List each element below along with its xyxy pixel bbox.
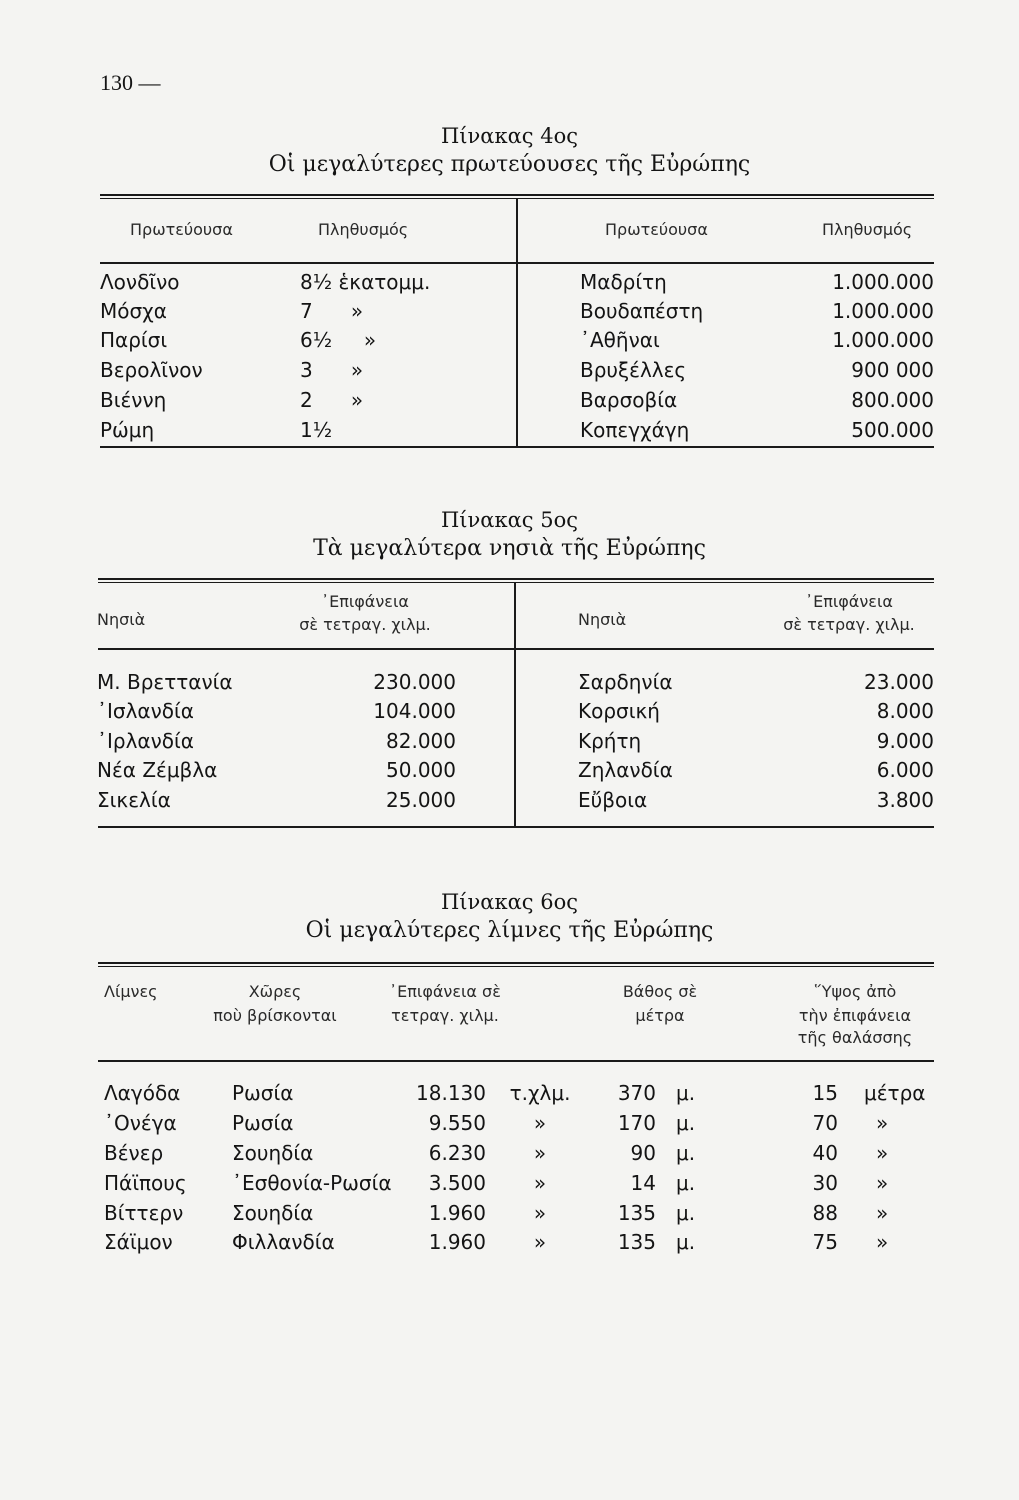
table4-right-pop: 1.000.000 (832, 270, 934, 294)
table4-left-city: Μόσχα (100, 299, 167, 323)
table5-top-rule (98, 578, 934, 580)
table4-left-city: Παρίσι (100, 328, 168, 352)
table4-title: Πίνακας 4ος (440, 124, 578, 148)
table6-country: Σουηδία (232, 1201, 314, 1225)
table6-subtitle: Οἱ μεγαλύτερες λίμνες τῆς Εὐρώπης (305, 918, 714, 943)
table5-right-name: Κορσική (578, 699, 660, 723)
table6-header-area-line1: ᾽Επιφάνεια σὲ (389, 982, 501, 1001)
table5-left-name: Νέα Ζέμβλα (97, 758, 218, 782)
table6-lake: Βίττερν (104, 1201, 184, 1225)
table6-header-countries-line2: ποὺ βρίσκονται (213, 1006, 337, 1025)
table6-depth: 14 (630, 1171, 656, 1195)
table4-left-pop: 3 » (300, 358, 364, 382)
table5-right-name: Κρήτη (578, 729, 642, 753)
table6-depth-unit: μ. (676, 1230, 696, 1254)
table6-depth: 170 (617, 1111, 656, 1135)
table5-left-area: 82.000 (386, 729, 456, 753)
table6-depth-unit: μ. (676, 1081, 696, 1105)
table6-area-unit: » (533, 1141, 547, 1165)
table4-right-city: ᾽Αθῆναι (580, 328, 660, 352)
table6-altitude: 88 (812, 1201, 838, 1225)
table4-header-population-2: Πληθυσμός (822, 220, 913, 239)
table4-top-rule (100, 194, 934, 196)
table6-altitude-unit: » (876, 1111, 889, 1135)
table6-lake: Βένερ (104, 1141, 164, 1165)
table4-divider (516, 198, 518, 448)
table4-left-city: Λονδῖνο (100, 270, 180, 294)
table4-right-city: Βουδαπέστη (580, 299, 704, 323)
table6-area-unit: » (533, 1111, 547, 1135)
table6-header-lakes: Λίμνες (104, 982, 158, 1001)
table5-bottom-rule (98, 826, 934, 828)
table6-country: Φιλλανδία (232, 1230, 335, 1254)
table6-altitude-unit: » (876, 1230, 889, 1254)
table5-header-area-2-line1: ᾽Επιφάνεια (805, 592, 893, 611)
table6-area-unit: » (533, 1171, 547, 1195)
table4-right-pop: 500.000 (851, 418, 934, 442)
table6-area: 9.550 (428, 1111, 486, 1135)
table6-country: ᾽Εσθονία-Ρωσία (232, 1171, 392, 1195)
table5-top-rule-thin (98, 582, 934, 583)
table5-subtitle: Τὰ μεγαλύτερα νησιὰ τῆς Εὐρώπης (313, 536, 706, 561)
table6-top-rule-thin (98, 966, 934, 967)
table5-right-area: 6.000 (876, 758, 934, 782)
table6-lake: Σάϊμον (104, 1230, 173, 1254)
table6-altitude: 75 (812, 1230, 838, 1254)
table4-left-pop: 1½ (300, 418, 333, 442)
table6-altitude-unit: » (876, 1201, 889, 1225)
table6-depth-unit: μ. (676, 1141, 696, 1165)
table6-depth: 135 (617, 1230, 656, 1254)
table6-lake: ᾽Ονέγα (104, 1111, 177, 1135)
table5-right-area: 8.000 (876, 699, 934, 723)
table6-depth: 135 (617, 1201, 656, 1225)
table4-bottom-rule (100, 446, 934, 448)
table4-right-city: Βαρσοβία (580, 388, 678, 412)
table4-right-pop: 1.000.000 (832, 299, 934, 323)
table6-header-depth-line2: μέτρα (635, 1006, 685, 1025)
table5-left-area: 230.000 (373, 670, 456, 694)
table6-area: 1.960 (428, 1201, 486, 1225)
table5-right-name: Ζηλανδία (578, 758, 673, 782)
table6-area: 3.500 (428, 1171, 486, 1195)
table4-subtitle: Οἱ μεγαλύτερες πρωτεύουσες τῆς Εὐρώπης (268, 152, 751, 177)
table6-altitude: 15 (812, 1081, 838, 1105)
table4-right-pop: 900 000 (851, 358, 934, 382)
table5-right-area: 3.800 (876, 788, 934, 812)
table4-left-city: Βιέννη (100, 388, 167, 412)
table6-altitude-unit: μέτρα (864, 1081, 926, 1105)
table4-left-pop: 8½ ἑκατομμ. (300, 270, 431, 294)
table6-depth: 370 (617, 1081, 656, 1105)
table5-left-area: 104.000 (373, 699, 456, 723)
table4-left-pop: 7 » (300, 299, 364, 323)
table4-left-city: Βερολῖνον (100, 358, 203, 382)
table5-left-area: 25.000 (386, 788, 456, 812)
table5-left-name: Μ. Βρεττανία (97, 670, 233, 694)
table6-header-depth-line1: Βάθος σὲ (622, 982, 698, 1001)
table6-country: Ρωσία (232, 1111, 294, 1135)
table6-header-altitude-line1: ῞Υψος ἀπὸ (813, 982, 897, 1001)
table6-top-rule (98, 962, 934, 964)
table5-right-name: Σαρδηνία (578, 670, 673, 694)
table6-depth: 90 (630, 1141, 656, 1165)
table5-right-area: 9.000 (876, 729, 934, 753)
table5-left-name: Σικελία (97, 788, 171, 812)
table4-header-capital: Πρωτεύουσα (130, 220, 233, 239)
table5-header-area-2-line2: σὲ τετραγ. χιλμ. (783, 615, 915, 634)
table5-header-rule (98, 648, 934, 650)
table4-left-city: Ρώμη (100, 418, 155, 442)
table6-header-altitude-line2: τὴν ἐπιφάνεια (798, 1006, 912, 1025)
table6-area: 18.130 (416, 1081, 486, 1105)
table6-altitude-unit: » (876, 1171, 889, 1195)
table6-altitude: 30 (812, 1171, 838, 1195)
table4-right-pop: 1.000.000 (832, 328, 934, 352)
table5-header-area-line1: ᾽Επιφάνεια (321, 592, 409, 611)
table5-right-name: Εὔβοια (578, 788, 648, 812)
table6-country: Ρωσία (232, 1081, 294, 1105)
table5-header-island: Νησιὰ (97, 610, 146, 629)
table6-lake: Λαγόδα (104, 1081, 181, 1105)
table5-title: Πίνακας 5ος (440, 508, 578, 532)
table6-area-unit: » (533, 1230, 547, 1254)
table6-altitude-unit: » (876, 1141, 889, 1165)
table5-left-area: 50.000 (386, 758, 456, 782)
table4-left-pop: 6½ » (300, 328, 377, 352)
page-number: 130 — (100, 70, 161, 95)
table5-left-name: ᾽Ιρλανδία (97, 729, 194, 753)
table6-depth-unit: μ. (676, 1201, 696, 1225)
table6-area: 6.230 (428, 1141, 486, 1165)
table6-title: Πίνακας 6ος (440, 890, 578, 914)
table4-right-city: Κοπεγχάγη (580, 418, 690, 442)
table4-right-city: Βρυξέλλες (580, 358, 687, 382)
table6-altitude: 70 (812, 1111, 838, 1135)
table4-header-capital-2: Πρωτεύουσα (605, 220, 708, 239)
table6-area-unit: » (533, 1201, 547, 1225)
table6-area: 1.960 (428, 1230, 486, 1254)
table6-altitude: 40 (812, 1141, 838, 1165)
table5-header-island-2: Νησιὰ (578, 610, 627, 629)
table6-header-countries-line1: Χῶρες (248, 982, 302, 1001)
table5-right-area: 23.000 (864, 670, 934, 694)
table4-header-population: Πληθυσμός (318, 220, 409, 239)
table4-left-pop: 2 » (300, 388, 364, 412)
table6-header-rule (98, 1060, 934, 1062)
table4-right-pop: 800.000 (851, 388, 934, 412)
table5-divider (514, 582, 516, 828)
table6-area-unit: τ.χλμ. (509, 1081, 571, 1105)
table6-depth-unit: μ. (676, 1171, 696, 1195)
table6-country: Σουηδία (232, 1141, 314, 1165)
table6-lake: Πάϊπους (104, 1171, 187, 1195)
table6-header-altitude-line3: τῆς θαλάσσης (797, 1028, 913, 1047)
table6-header-area-line2: τετραγ. χιλμ. (391, 1006, 499, 1025)
table5-header-area-line2: σὲ τετραγ. χιλμ. (299, 615, 431, 634)
table5-left-name: ᾽Ισλανδία (97, 699, 194, 723)
table4-right-city: Μαδρίτη (580, 270, 667, 294)
table6-depth-unit: μ. (676, 1111, 696, 1135)
